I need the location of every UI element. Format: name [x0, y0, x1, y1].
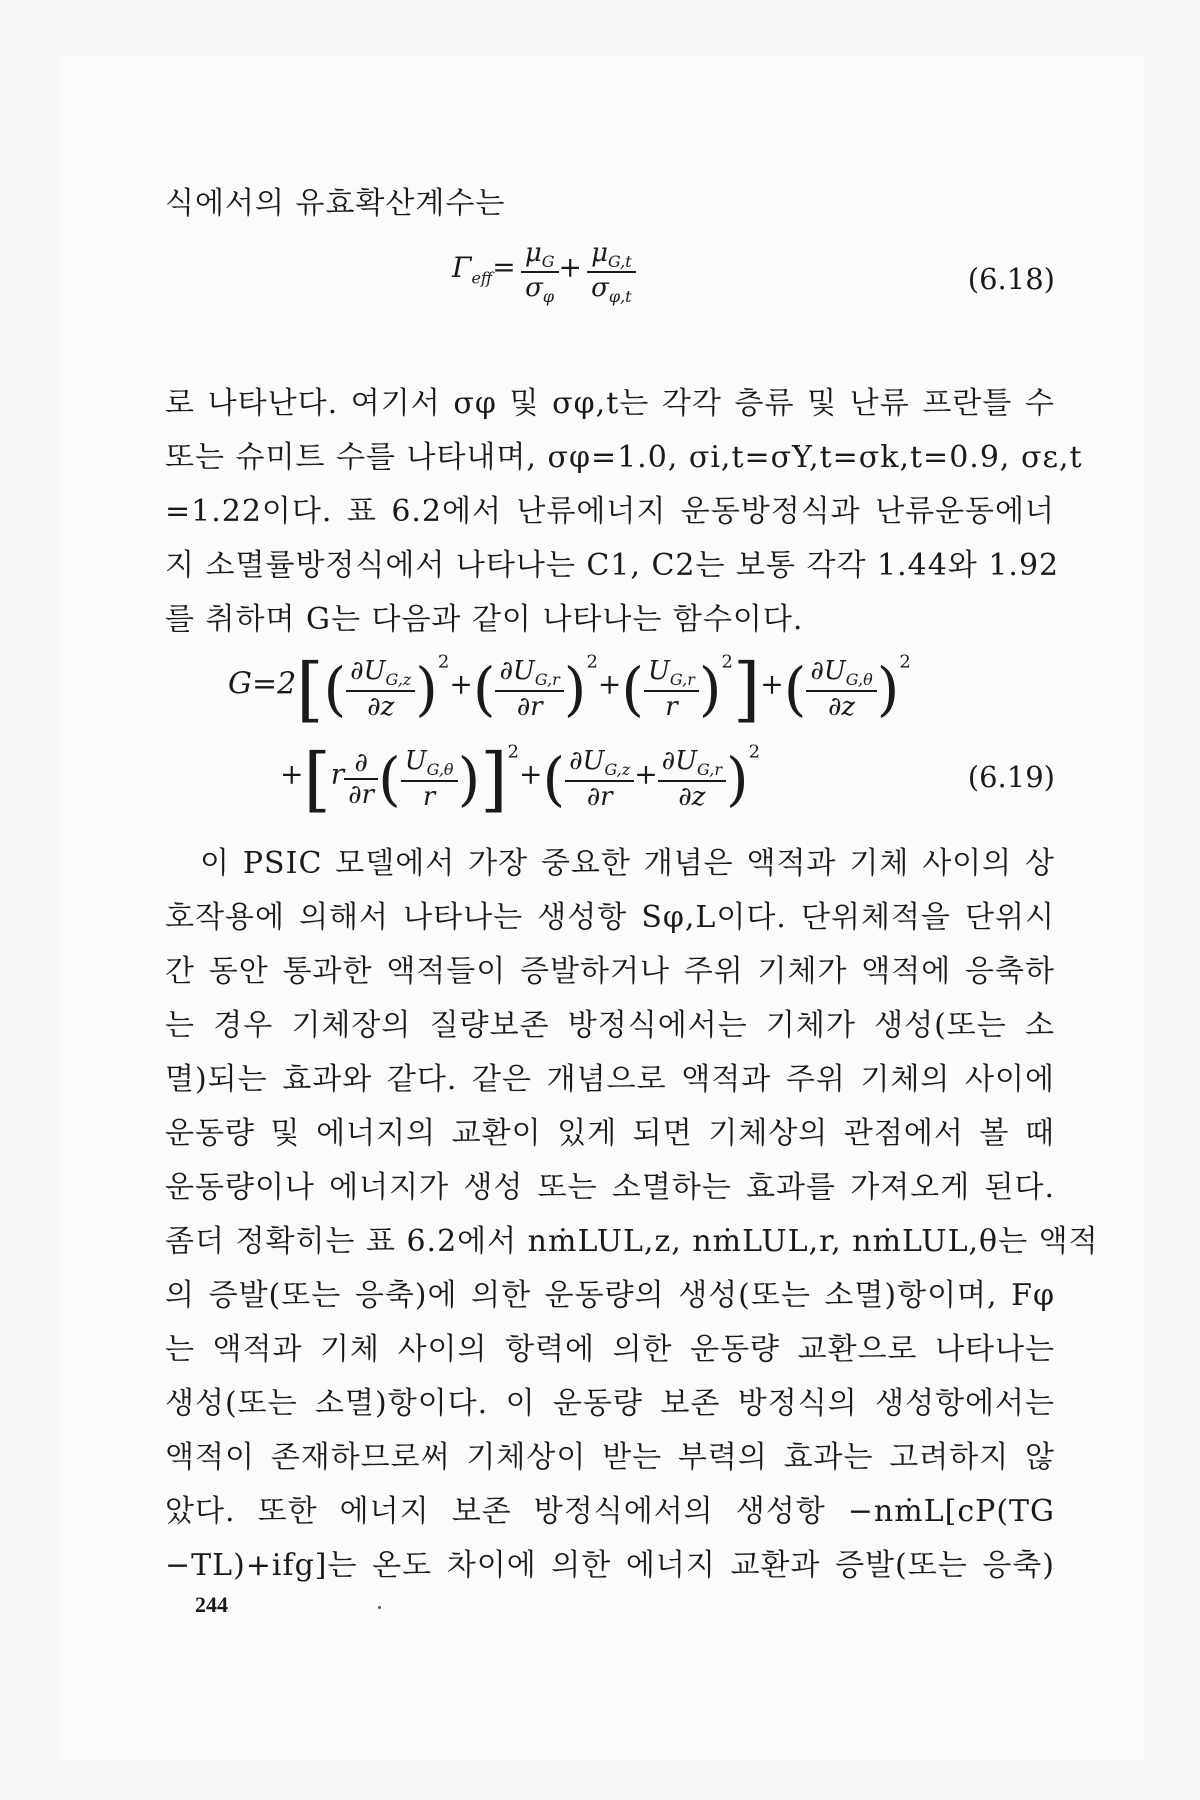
paragraph2-line-7: 운동량이나 에너지가 생성 또는 소멸하는 효과를 가져오게 된다. — [165, 1170, 1055, 1205]
paragraph2-line-11: 생성(또는 소멸)항이다. 이 운동량 보존 방정식의 생성항에서는 — [165, 1386, 1055, 1421]
equation-6-19-line-1: G=2[( $\frac{\partial U_{G,z}}{\partial z}$ )2+( $\frac{\partial U_{G,r}}{\partial r}$ )2+( $\frac{U_{G,r}}{r}$ )2]+( $\frac{\partial U_{G,\theta}}{\partial z}$ )2 — [228, 648, 911, 730]
paragraph2-line-13: 았다. 또한 에너지 보존 방정식에서의 생성항 −nṁL[cP(TG — [165, 1494, 1055, 1529]
paragraph2-line-14: −TL)+ifg]는 온도 차이에 의한 에너지 교환과 증발(또는 응축) — [165, 1548, 1055, 1583]
paragraph1-line-5: 를 취하며 G는 다음과 같이 나타나는 함수이다. — [165, 602, 804, 637]
eq-fraction-2: $\frac{\mu_{G,t}}{\sigma_{\varphi,t}}$ — [587, 238, 636, 306]
paragraph1-line-1: 로 나타난다. 여기서 σφ 및 σφ,t는 각각 층류 및 난류 프란틀 수 — [165, 386, 1055, 421]
equation-6-18: $\Gamma_{eff}=$ $\frac{\mu_G}{\sigma_\varphi}$ + $\frac{\mu_{G,t}}{\sigma_{\varphi,t}}$ — [452, 238, 636, 306]
paragraph1-line-3: =1.22이다. 표 6.2에서 난류에너지 운동방정식과 난류운동에너 — [165, 494, 1055, 529]
paragraph1-line-4: 지 소멸률방정식에서 나타나는 C1, C2는 보통 각각 1.44와 1.92 — [165, 548, 1060, 583]
paragraph2-line-3: 간 동안 통과한 액적들이 증발하거나 주위 기체가 액적에 응축하 — [165, 954, 1055, 989]
page-number: 244 — [195, 1592, 228, 1617]
equation-number-6-18: (6.18) — [967, 262, 1055, 296]
paragraph2-line-6: 운동량 및 에너지의 교환이 있게 되면 기체상의 관점에서 볼 때 — [165, 1116, 1055, 1151]
paragraph2-line-1: 이 PSIC 모델에서 가장 중요한 개념은 액적과 기체 사이의 상 — [200, 846, 1055, 881]
paragraph2-line-12: 액적이 존재하므로써 기체상이 받는 부력의 효과는 고려하지 않 — [165, 1440, 1055, 1475]
intro-line: 식에서의 유효확산계수는 — [165, 186, 506, 221]
paragraph2-line-10: 는 액적과 기체 사이의 항력에 의한 운동량 교환으로 나타나는 — [165, 1332, 1055, 1367]
paragraph2-line-8: 좀더 정확히는 표 6.2에서 nṁLUL,z, nṁLUL,r, nṁLUL,θ는 액적 — [165, 1224, 1099, 1259]
paragraph2-line-4: 는 경우 기체장의 질량보존 방정식에서는 기체가 생성(또는 소 — [165, 1008, 1055, 1043]
paragraph1-line-2: 또는 슈미트 수를 나타내며, σφ=1.0, σi,t=σY,t=σk,t=0.9, σε,t — [165, 440, 1083, 475]
paragraph2-line-2: 호작용에 의해서 나타나는 생성항 Sφ,L이다. 단위체적을 단위시 — [165, 900, 1055, 935]
paragraph2-line-9: 의 증발(또는 응축)에 의한 운동량의 생성(또는 소멸)항이며, Fφ — [165, 1278, 1055, 1313]
paragraph2-line-5: 멸)되는 효과와 같다. 같은 개념으로 액적과 주위 기체의 사이에 — [165, 1062, 1055, 1097]
equation-6-19-line-2: +[r $\frac{\partial}{\partial r}$ ( $\frac{U_{G,\theta}}{r}$ )]2+( $\frac{\partial U_{G,z}}{\partial r}$ + $\frac{\partial U_{G,r}}{\partial z}$ )2 — [280, 738, 761, 820]
scan-speck — [378, 1606, 381, 1609]
eq-fraction-1: $\frac{\mu_G}{\sigma_\varphi}$ — [521, 238, 559, 306]
equation-number-6-19: (6.19) — [967, 760, 1055, 794]
eq-lhs: $\Gamma_{eff}$ — [452, 250, 493, 288]
